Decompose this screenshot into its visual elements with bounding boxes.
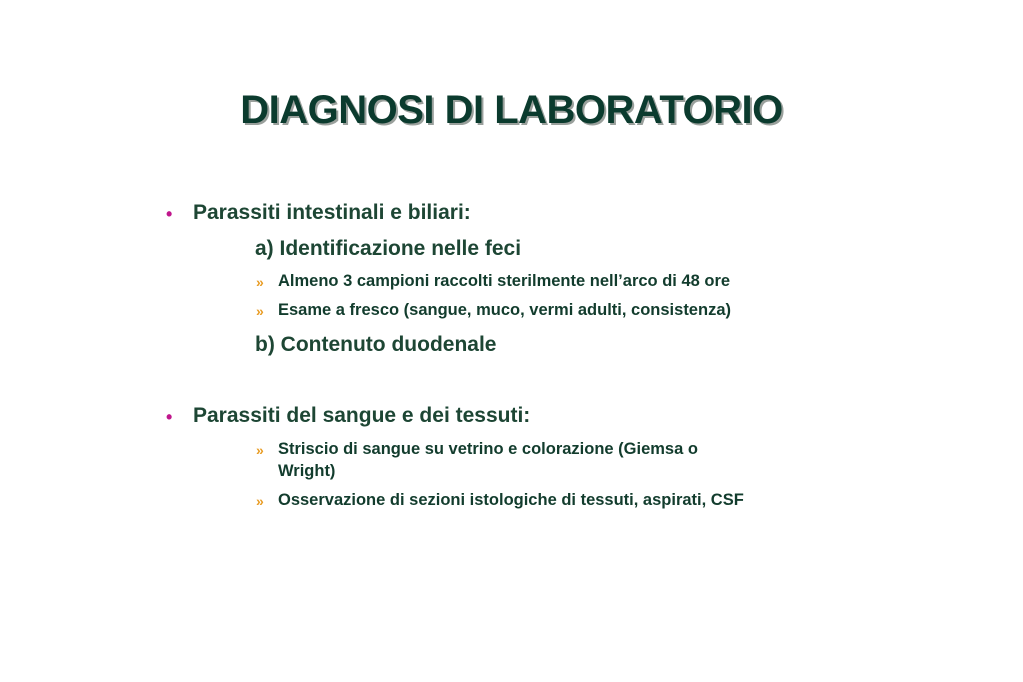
raquo-bullet-icon: » <box>256 274 264 290</box>
item-a-point-2: Esame a fresco (sangue, muco, vermi adulti, consistenza) <box>278 301 731 319</box>
item-a-label: a) Identificazione nelle feci <box>255 237 522 260</box>
raquo-bullet-icon: » <box>256 493 264 509</box>
item-b-label: b) Contenuto duodenale <box>255 333 497 356</box>
raquo-bullet-icon: » <box>256 442 264 458</box>
section-heading-blood: Parassiti del sangue e dei tessuti: <box>193 404 531 427</box>
raquo-bullet-icon: » <box>256 303 264 319</box>
bullet-dot-icon: • <box>166 204 173 224</box>
blood-point-1-line-2: Wright) <box>278 462 336 480</box>
slide-title: DIAGNOSI DI LABORATORIO <box>240 88 783 132</box>
item-a-point-1: Almeno 3 campioni raccolti sterilmente nell’arco di 48 ore <box>278 272 731 290</box>
section-heading-intestinal: Parassiti intestinali e biliari: <box>193 201 471 224</box>
blood-point-1-line-1: Striscio di sangue su vetrino e colorazione (Giemsa o <box>278 440 698 458</box>
bullet-dot-icon: • <box>166 407 173 427</box>
blood-point-2: Osservazione di sezioni istologiche di tessuti, aspirati, CSF <box>278 491 744 509</box>
